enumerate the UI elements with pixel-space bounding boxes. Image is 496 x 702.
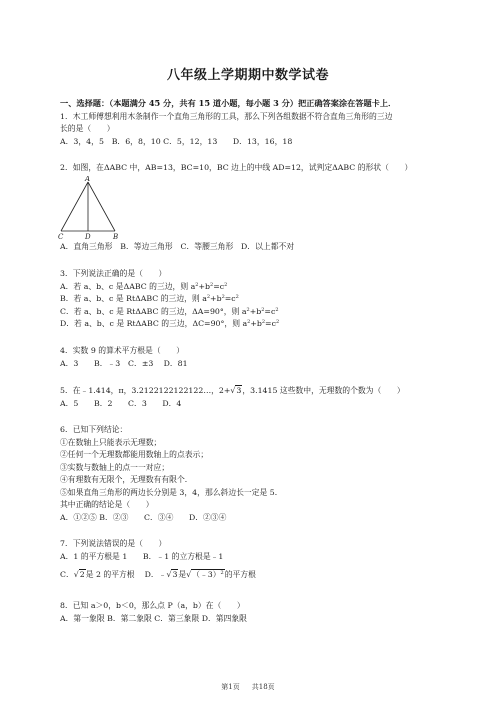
exp-2: 2 — [261, 319, 266, 325]
q3-option-c — [60, 307, 279, 317]
q1-stem-line1: 1．木工师傅想利用木条制作一个直角三角形的工具，那么下列各组数据不符合直角三角形的三边 — [60, 112, 393, 121]
q8-stem: 8．已知 a＞0，b＜0，那么点 P（a，b）在（ ） — [60, 601, 245, 610]
exp-2: 2 — [221, 294, 225, 300]
q4-stem: 4．实数 9 的算术平方根是（ ） — [60, 346, 185, 355]
plus-b: +b — [210, 294, 222, 303]
q7-c-label: C． — [60, 570, 74, 579]
q3-c-text: C．若 a、b、c 是 RtΔABC 的三边，ΔA=90°，则 a — [60, 307, 247, 316]
exp-2: 2 — [275, 307, 279, 313]
vertex-c-label: C — [58, 233, 64, 240]
q1-options: A．3，4，5 B．6，8，10 C．5，12，13 D．13，16，18 — [60, 137, 293, 146]
q7-options-cd — [60, 570, 256, 580]
equals-c: =c — [224, 294, 236, 303]
exp-2: 2 — [246, 307, 250, 313]
equals-c: =c — [213, 282, 225, 291]
vertex-b-label: B — [113, 233, 119, 240]
q5-options: A．5 B．2 C．3 D．4 — [60, 399, 182, 408]
q3-b-text: B．若 a、b、c 是 RtΔABC 的三边，则 a — [60, 294, 207, 303]
point-d-label: D — [85, 233, 91, 240]
q7-c-sqrt-arg: 2 — [79, 570, 85, 579]
exp-2: 2 — [220, 570, 224, 576]
exp-2: 2 — [224, 282, 228, 288]
equals-c: =c — [265, 319, 276, 328]
exp-2: 2 — [210, 282, 214, 288]
q4-options: A．3 B．﹣3 C．±3 D．81 — [60, 359, 188, 368]
exp-2: 2 — [195, 282, 199, 288]
q5-stem-post: ，3.1415 这些数中，无理数的个数为（ ） — [242, 386, 405, 395]
q3-d-text: D．若 a、b、c 是 RtΔABC 的三边，ΔC=90°，则 a — [60, 319, 248, 328]
q6-item-1: ①在数轴上只能表示无理数； — [60, 438, 162, 447]
q6-prompt: 其中正确的结论是（ ） — [60, 500, 154, 509]
exp-2: 2 — [261, 307, 265, 313]
q3-stem: 3．下列说法正确的是（ ） — [60, 269, 167, 278]
section-heading: 一、选择题：（本题满分 45 分，共有 15 道小题，每小题 3 分）把正确答案涂在答题卡上． — [60, 98, 397, 108]
sqrt-symbol: √ — [186, 570, 192, 579]
q2-options: A．直角三角形 B．等边三角形 C．等腰三角形 D．以上都不对 — [60, 242, 295, 251]
page-footer — [0, 682, 496, 692]
equals-c: =c — [264, 307, 276, 316]
q5-stem-pre: 5．在﹣1.414，π，3.2122122122122…，2+ — [60, 386, 231, 395]
q7-c-text: 是 2 的平方根 — [85, 570, 135, 579]
q6-item-2: ②任何一个无理数都能用数轴上的点表示； — [60, 450, 209, 459]
exp-2: 2 — [247, 319, 251, 325]
q3-a-text: A．若 a、b、c 是ΔABC 的三边，则 a — [60, 282, 196, 291]
plus-b: +b — [198, 282, 210, 291]
q5-sqrt-arg: 3 — [236, 386, 242, 395]
q2-stem: 2．如图，在ΔABC 中，AB=13，BC=10，BC 边上的中线 AD=12，试判定ΔABC 的形状（ ） — [60, 163, 413, 172]
exp-2: 2 — [275, 319, 280, 325]
q7-stem: 7．下列说法错误的是（ ） — [60, 539, 167, 548]
triangle-figure — [58, 176, 130, 240]
plus-b: +b — [250, 319, 262, 328]
q3-option-a — [60, 282, 227, 292]
sqrt-symbol: √ — [73, 570, 79, 579]
q3-option-b — [60, 294, 239, 304]
plus-b: +b — [249, 307, 262, 316]
exp-2: 2 — [235, 294, 239, 300]
q6-stem: 6．已知下列结论： — [60, 425, 128, 434]
q1-stem-line2: 长的是（ ） — [60, 124, 115, 133]
vertex-a-label: A — [85, 176, 91, 183]
page-title: 八年级上学期期中数学试卷 — [166, 68, 329, 83]
q7-d-text: 的平方根 — [224, 570, 256, 579]
q3-option-d — [60, 319, 279, 329]
q6-item-5: ⑤如果直角三角形的两边长分别是 3，4，那么斜边长一定是 5． — [60, 488, 283, 497]
q7-d-inner: （﹣3） — [192, 570, 221, 579]
q7-d-mid: 是 — [178, 570, 187, 579]
exp-2: 2 — [206, 294, 211, 300]
q8-options: A．第一象限 B．第二象限 C．第三象限 D．第四象限 — [60, 614, 247, 623]
page-number: 第1页 — [221, 683, 240, 691]
q7-d-sqrt-wrap — [191, 569, 225, 579]
q6-options: A．①②⑤ B．②③ C．③④ D．②③④ — [60, 513, 227, 522]
q6-item-3: ③实数与数轴上的点一一对应； — [60, 463, 170, 472]
page-total: 共18页 — [251, 683, 275, 691]
q6-item-4: ④有理数有无限个，无理数有有限个． — [60, 475, 193, 484]
q7-options-ab: A．1 的平方根是 1 B．﹣1 的立方根是﹣1 — [60, 552, 224, 561]
sqrt-symbol: √ — [230, 386, 236, 395]
q5-stem — [60, 386, 405, 396]
sqrt-symbol: √ — [166, 570, 172, 579]
q7-d-sqrt-arg: 3 — [172, 570, 178, 579]
q7-d-label: D．﹣ — [144, 570, 167, 579]
